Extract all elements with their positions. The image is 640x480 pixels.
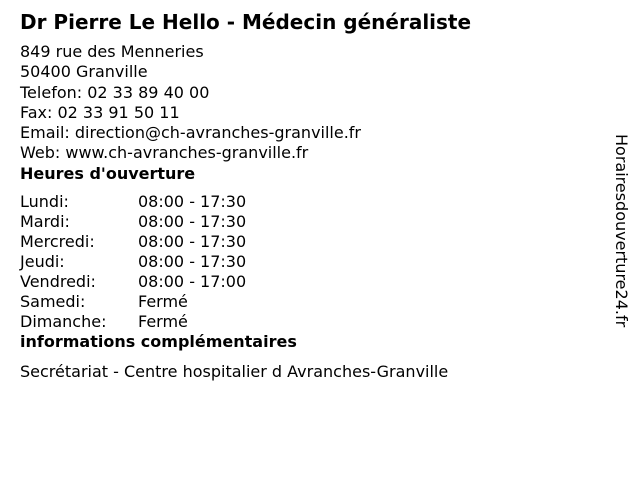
hours-row-friday (20, 272, 610, 292)
city-postcode: 50400 Granville (20, 62, 148, 82)
time-range: 08:00 - 17:30 (138, 231, 247, 251)
hours-row-monday (20, 192, 610, 212)
time-range: Fermé (138, 311, 188, 331)
time-range: 08:00 - 17:30 (138, 211, 247, 231)
time-range: 08:00 - 17:30 (138, 251, 247, 271)
day-label: Mercredi: (20, 231, 95, 251)
email-address: Email: direction@ch-avranches-granville.fr (20, 123, 362, 143)
hours-row-thursday (20, 252, 610, 272)
hours-row-sunday (20, 312, 610, 332)
day-label: Samedi: (20, 291, 86, 311)
day-label: Vendredi: (20, 271, 96, 291)
hours-row-tuesday (20, 212, 610, 232)
opening-hours-table (20, 192, 610, 332)
additional-info-heading: informations complémentaires (20, 331, 297, 351)
time-range: 08:00 - 17:30 (138, 191, 247, 211)
hours-row-wednesday (20, 232, 610, 252)
page-title: Dr Pierre Le Hello - Médecin généraliste (20, 10, 472, 34)
site-brand-vertical: Horairesdouverture24.fr (612, 134, 631, 328)
hours-row-saturday (20, 292, 610, 312)
listing-card (20, 9, 610, 382)
time-range: 08:00 - 17:00 (138, 271, 247, 291)
additional-info-text: Secrétariat - Centre hospitalier d Avranches-Granville (20, 361, 449, 381)
contact-block (20, 42, 610, 164)
time-range: Fermé (138, 291, 188, 311)
website-url: Web: www.ch-avranches-granville.fr (20, 143, 309, 163)
fax-number: Fax: 02 33 91 50 11 (20, 102, 180, 122)
day-label: Lundi: (20, 191, 69, 211)
street-address: 849 rue des Menneries (20, 42, 204, 61)
day-label: Dimanche: (20, 311, 107, 331)
phone-number: Telefon: 02 33 89 40 00 (20, 82, 210, 102)
hours-heading: Heures d'ouverture (20, 163, 196, 183)
day-label: Jeudi: (20, 251, 65, 271)
day-label: Mardi: (20, 211, 70, 231)
